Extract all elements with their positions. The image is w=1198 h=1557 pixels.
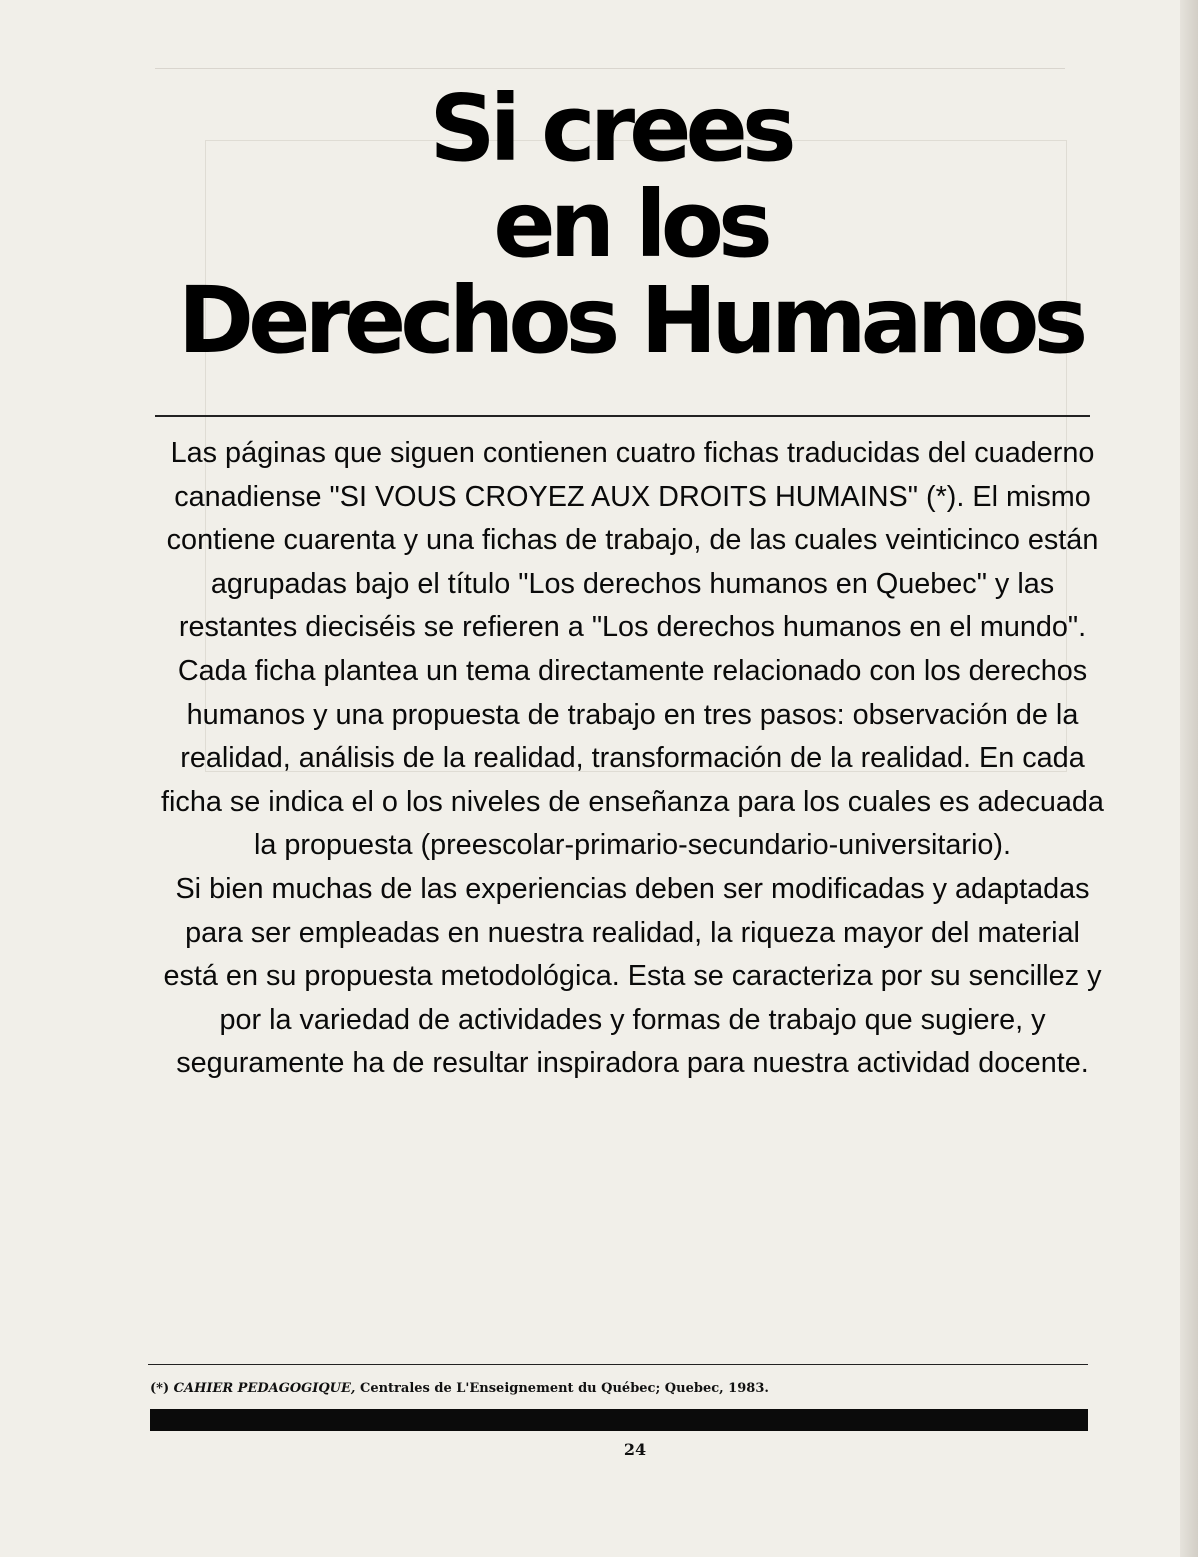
page-edge — [1180, 0, 1198, 1557]
footnote-marker: (*) — [150, 1381, 170, 1396]
title-line-3: Derechos Humanos — [177, 267, 1083, 375]
title-line-2: en los — [493, 171, 767, 279]
paragraph: Las páginas que siguen contienen cuatro fichas traducidas del cuaderno canadiense "SI VOUS CROYEZ AUX DROITS HUMAINS" (*). El mismo contiene cuarenta y una fichas de trabajo, de las cuales veinticinco están agrupadas bajo el título "Los derechos humanos en Quebec" y las restantes dieciséis se refieren a "Los derechos humanos en el mundo". Cada ficha plantea un tema directamente relacionado con los derechos humanos y una propuesta de trabajo en tres pasos: observación de la realidad, análisis de la realidad, transformación de la realidad. En cada ficha se indica el o los niveles de enseñanza para los cuales es adecuada la propuesta (preescolar-primario-secundario-universitario). — [161, 437, 1104, 862]
footnote-publication: CAHIER PEDAGOGIQUE, — [173, 1381, 356, 1396]
page-title — [160, 75, 1100, 375]
title-line-1: Si crees — [429, 75, 791, 183]
paragraph: Si bien muchas de las experiencias deben ser modificadas y adaptadas para ser empleadas en nuestra realidad, la riqueza mayor del material está en su propuesta metodológica. Esta se caracteriza por su sencillez y por la variedad de actividades y formas de trabajo que sugiere, y seguramente ha de resultar inspiradora para nuestra actividad docente. — [163, 872, 1102, 1080]
footnote-details: Centrales de L'Enseignement du Québec; Quebec, 1983. — [359, 1381, 769, 1396]
article-body — [155, 432, 1110, 1086]
footer-bar — [150, 1409, 1088, 1431]
title-divider — [155, 415, 1090, 417]
footnote-divider — [148, 1364, 1088, 1365]
footnote — [150, 1381, 1090, 1396]
page-number: 24 — [623, 1440, 647, 1459]
